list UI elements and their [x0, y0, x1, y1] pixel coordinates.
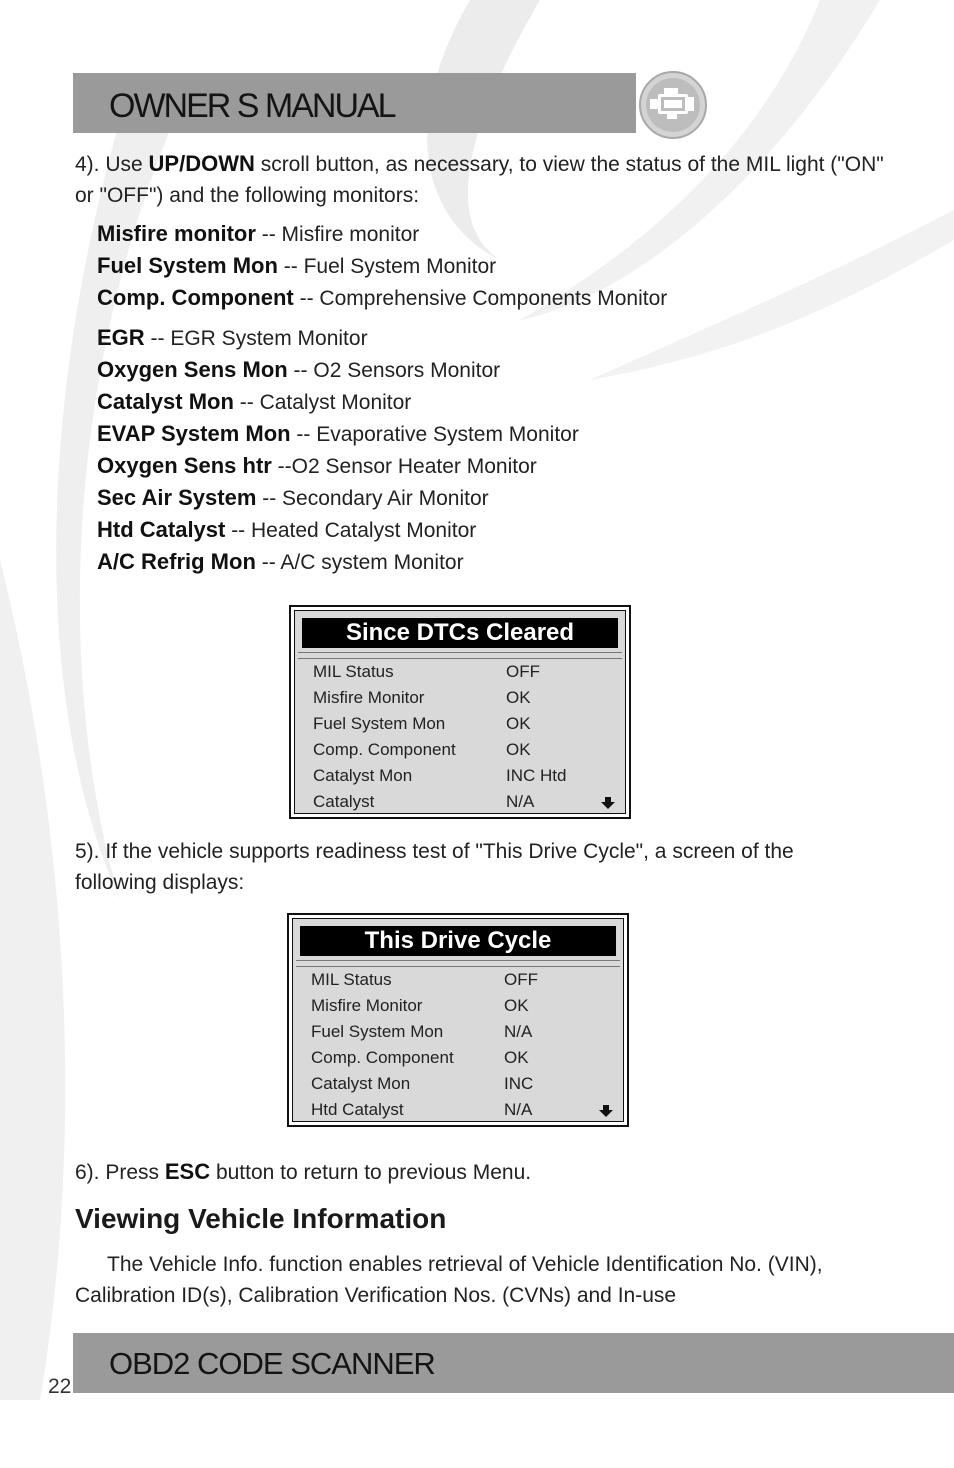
- monitor-item: Htd Catalyst -- Heated Catalyst Monitor: [97, 517, 477, 542]
- step-4-text: 4). Use UP/DOWN scroll button, as necessary, to view the status of the MIL light ("ON" or "OFF") and the following monitors:: [75, 151, 884, 207]
- footer-title: OBD2 CODE SCANNER: [109, 1346, 435, 1381]
- page-title: OWNER S MANUAL: [109, 87, 395, 125]
- monitor-item: Misfire monitor -- Misfire monitor: [97, 221, 420, 246]
- monitor-item: Oxygen Sens Mon -- O2 Sensors Monitor: [97, 357, 501, 382]
- scanner-screen-since-dtcs-cleared: Since DTCs Cleared MIL Status OFF Misfire Monitor OK Fuel System Mon OK Comp. Component OK Catalyst Mon INC Htd Catalyst N/A: [289, 605, 631, 819]
- monitor-item: Oxygen Sens htr --O2 Sensor Heater Monitor: [97, 453, 537, 478]
- monitor-item: Fuel System Mon -- Fuel System Monitor: [97, 253, 497, 278]
- footer-bar: [73, 1333, 954, 1393]
- page-number: 22: [48, 1375, 72, 1398]
- step-6-text: 6). Press ESC button to return to previous Menu.: [75, 1159, 532, 1184]
- section-body: The Vehicle Info. function enables retrieval of Vehicle Identification No. (VIN), Calibration ID(s), Calibration Verification Nos. (CVNs) and In-use: [75, 1253, 823, 1307]
- scroll-down-arrow-icon: [601, 797, 615, 809]
- engine-icon: [637, 70, 709, 140]
- monitor-item: Catalyst Mon -- Catalyst Monitor: [97, 389, 412, 414]
- header-bar: [73, 73, 636, 133]
- monitor-item: Comp. Component -- Comprehensive Components Monitor: [97, 285, 668, 310]
- scroll-down-arrow-icon: [599, 1105, 613, 1117]
- screen-title: Since DTCs Cleared: [302, 618, 618, 648]
- monitor-item: Sec Air System -- Secondary Air Monitor: [97, 485, 489, 510]
- monitor-item: EGR -- EGR System Monitor: [97, 325, 368, 350]
- monitor-list: [97, 218, 857, 578]
- monitor-item: EVAP System Mon -- Evaporative System Monitor: [97, 421, 579, 446]
- step-5-text: 5). If the vehicle supports readiness test of "This Drive Cycle", a screen of the following displays:: [75, 840, 794, 894]
- monitor-item: A/C Refrig Mon -- A/C system Monitor: [97, 549, 464, 574]
- scanner-screen-this-drive-cycle: This Drive Cycle MIL Status OFF Misfire Monitor OK Fuel System Mon N/A Comp. Component OK Catalyst Mon INC Htd Catalyst N/A: [287, 913, 629, 1127]
- divider: [298, 652, 622, 659]
- divider: [296, 960, 620, 967]
- screen-title: This Drive Cycle: [300, 926, 616, 956]
- section-heading: Viewing Vehicle Information: [75, 1203, 447, 1234]
